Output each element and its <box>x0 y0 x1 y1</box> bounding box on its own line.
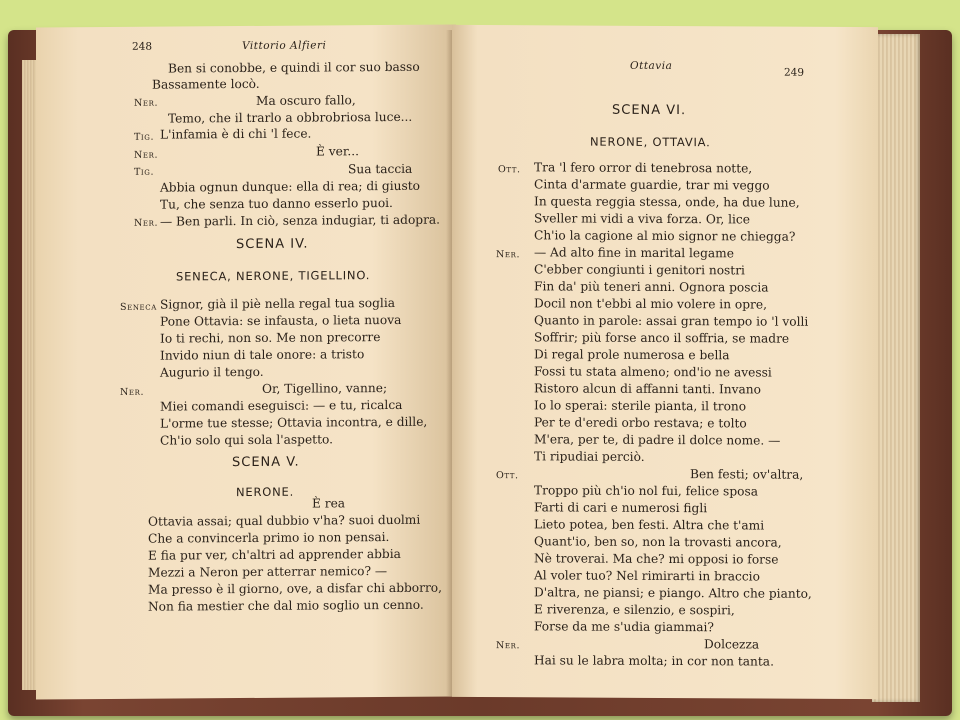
verse-line: Io lo sperai: sterile pianta, il trono <box>534 398 747 414</box>
verse-line: — Ad alto fine in marital legame <box>534 245 734 261</box>
verse-line: M'era, per te, di padre il dolce nome. — <box>534 432 781 448</box>
speaker-label: Ott. <box>496 470 519 482</box>
left-page-number: 248 <box>132 40 153 53</box>
verse-line: Ch'io la cagione al mio signor ne chiegga? <box>534 228 796 244</box>
speaker-label: Tig. <box>134 131 155 143</box>
verse-line: E fia pur ver, ch'altri ad apprender abbia <box>148 546 401 563</box>
verse-line: Forse da me s'udia giammai? <box>534 619 714 635</box>
verse-line: Cinta d'armate guardie, trar mi veggo <box>534 177 770 193</box>
verse-line: Per te d'eredi orbo restava; e tolto <box>534 415 747 431</box>
verse-line: In questa reggia stessa, onde, ha due lune, <box>534 194 800 210</box>
verse-line: Signor, già il piè nella regal tua soglia <box>160 295 395 312</box>
verse-line: Dolcezza <box>704 637 760 652</box>
verse-line: Ma presso è il giorno, ove, a disfar chi abborro, <box>148 580 443 597</box>
verse-line: Fossi tu stata almeno; ond'io ne avessi <box>534 364 772 380</box>
scene-vi-title: SCENA VI. <box>612 102 687 119</box>
verse-line: Al voler tuo? Nel rimirarti in braccio <box>534 568 760 584</box>
speaker-label: Ner. <box>134 149 159 161</box>
verse-line: Temo, che il trarlo a obbrobriosa luce... <box>168 109 413 126</box>
verse-line: Tra 'l fero orror di tenebrosa notte, <box>534 160 753 176</box>
verse-line: — Ben parli. In ciò, senza indugiar, ti adopra. <box>160 212 441 229</box>
verse-line: Fin da' più teneri anni. Ognora poscia <box>534 279 769 295</box>
speaker-label: Seneca <box>120 301 157 313</box>
speaker-label: Tig. <box>134 166 155 178</box>
speaker-label: Ner. <box>496 640 521 652</box>
verse-line: Invido niun di tale onore: a tristo <box>160 347 365 363</box>
verse-line: Miei comandi eseguisci: — e tu, ricalca <box>160 397 403 414</box>
verse-line: È ver... <box>316 144 359 159</box>
scene-v-title: SCENA V. <box>232 454 300 471</box>
speaker-label: Ner. <box>120 386 145 398</box>
verse-line: Ch'io solo qui sola l'aspetto. <box>160 432 333 448</box>
verse-line: Docil non t'ebbi al mio volere in opre, <box>534 296 767 312</box>
verse-line: Non fia mestier che dal mio soglio un cenno. <box>148 597 424 614</box>
verse-line: Quant'io, ben so, non la trovasti ancora, <box>534 534 782 550</box>
verse-line: Ben si conobbe, e quindi il cor suo basso <box>168 59 420 76</box>
scene-vi-characters: NERONE, OTTAVIA. <box>590 134 711 150</box>
scene-vi-dialogue <box>452 159 878 669</box>
left-running-head: Vittorio Alfieri <box>242 39 327 53</box>
verse-line: Ma oscuro fallo, <box>256 93 356 108</box>
verse-line: Di regal prole numerosa e bella <box>534 347 730 363</box>
scene-v-characters: NERONE. <box>236 484 295 500</box>
left-top-dialogue <box>36 59 456 229</box>
left-page <box>36 25 456 700</box>
verse-line: Tu, che senza tuo danno esserlo puoi. <box>160 195 393 212</box>
verse-line: L'orme tue stesse; Ottavia incontra, e dille, <box>160 414 428 431</box>
right-page-edges <box>872 34 920 702</box>
speaker-label: Ner. <box>496 249 521 261</box>
right-page <box>452 25 878 699</box>
speaker-label: Ott. <box>498 164 521 176</box>
right-page-number: 249 <box>784 66 805 79</box>
speaker-label: Ner. <box>134 217 159 229</box>
verse-line: Augurio il tengo. <box>160 364 264 380</box>
scene-iv-title: SCENA IV. <box>236 236 309 253</box>
scene-iv-characters: SENECA, NERONE, TIGELLINO. <box>176 268 371 284</box>
verse-line: Pone Ottavia: se infausta, o lieta nuova <box>160 312 402 329</box>
verse-line: Troppo più ch'io nol fui, felice sposa <box>534 483 758 499</box>
verse-line: Ben festi; ov'altra, <box>690 467 804 482</box>
verse-line: Hai su le labra molta; in cor non tanta. <box>534 653 774 669</box>
verse-line: Ti ripudiai perciò. <box>534 449 645 464</box>
verse-line: Farti di cari e numerosi figli <box>534 500 708 516</box>
verse-line: Che a convincerla primo io non pensai. <box>148 529 390 546</box>
verse-line: Or, Tigellino, vanne; <box>262 381 388 396</box>
verse-line: Abbia ognun dunque: ella di rea; di giusto <box>160 178 420 195</box>
verse-line: Io ti rechi, non so. Me non precorre <box>160 330 381 346</box>
verse-line: D'altra, ne piansi; e piango. Altro che pianto, <box>534 585 812 601</box>
speaker-label: Ner. <box>134 97 159 109</box>
verse-line: E riverenza, e silenzio, e sospiri, <box>534 602 735 618</box>
verse-line: Quanto in parole: assai gran tempo io 'l volli <box>534 313 809 329</box>
verse-line: C'ebber congiunti i genitori nostri <box>534 262 745 278</box>
verse-line: Ristoro alcun di affanni tanti. Invano <box>534 381 761 397</box>
verse-line: Sveller mi vidi a viva forza. Or, lice <box>534 211 750 227</box>
verse-line: Sua taccia <box>348 161 413 177</box>
verse-line: È rea <box>312 496 346 511</box>
verse-line: Lieto potea, ben festi. Altra che t'ami <box>534 517 765 533</box>
verse-line: Soffrir; più forse anco il soffria, se madre <box>534 330 790 346</box>
verse-line: Ottavia assai; qual dubbio v'ha? suoi duolmi <box>148 512 421 529</box>
verse-line: Bassamente locò. <box>152 76 260 92</box>
scene-iv-dialogue <box>36 295 456 448</box>
verse-line: L'infamia è di chi 'l fece. <box>160 126 312 142</box>
right-running-head: Ottavia <box>630 59 673 73</box>
verse-line: Mezzi a Neron per atterrar nemico? — <box>148 564 388 580</box>
verse-line: Nè troverai. Ma che? mi opposi io forse <box>534 551 779 567</box>
